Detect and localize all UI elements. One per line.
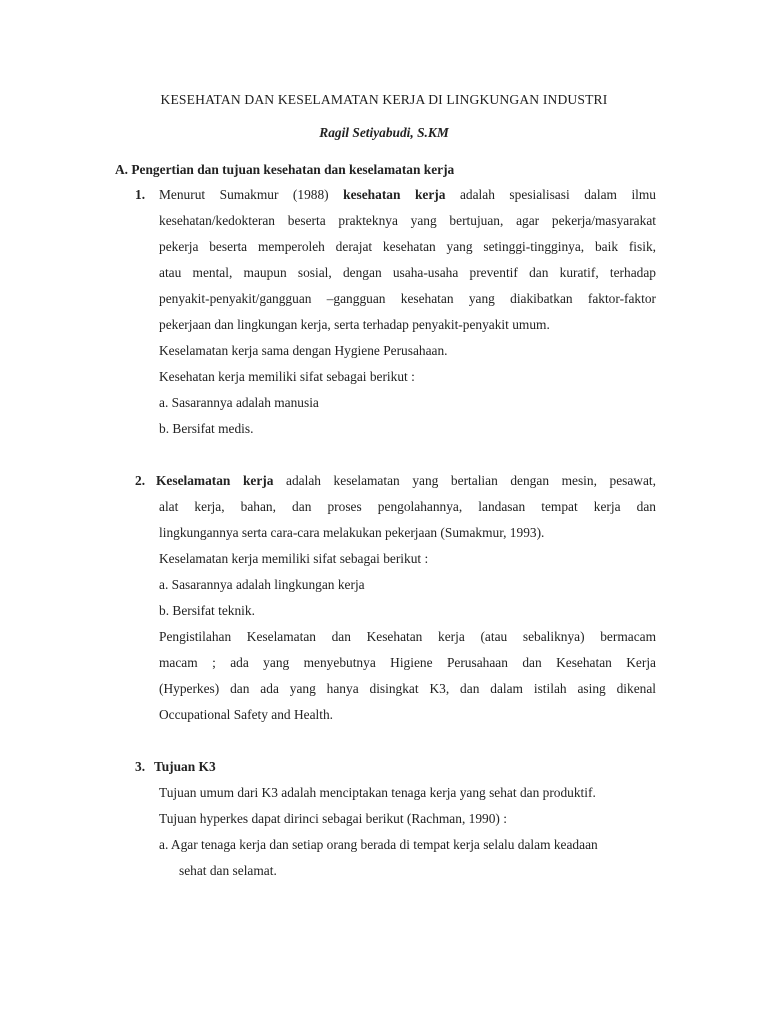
item-1-line-2: kesehatan/kedokteran beserta prakteknya yang bertujuan, agar pekerja/masyarakat xyxy=(159,213,656,228)
item-2-para-line-2: macam ; ada yang menyebutnya Higiene Perusahaan dan Kesehatan Kerja xyxy=(159,655,656,670)
item-3-sub-a-line-2: sehat dan selamat. xyxy=(179,863,277,878)
item-2-line-3: lingkungannya serta cara-cara melakukan pekerjaan (Sumakmur, 1993). xyxy=(159,525,545,540)
item-2-para-line-1: Pengistilahan Keselamatan dan Kesehatan kerja (atau sebaliknya) bermacam xyxy=(159,629,656,644)
document-author: Ragil Setiyabudi, S.KM xyxy=(319,125,449,140)
item-3-line-2: Tujuan hyperkes dapat dirinci sebagai berikut (Rachman, 1990) : xyxy=(159,811,507,826)
item-1-number: 1. xyxy=(135,187,146,202)
item-1-line-3: pekerja beserta memperoleh derajat kesehatan yang setinggi-tingginya, baik fisik, xyxy=(159,239,656,254)
document-title: KESEHATAN DAN KESELAMATAN KERJA DI LINGKUNGAN INDUSTRI xyxy=(160,92,608,107)
item-2-line-1-post: adalah keselamatan yang bertalian dengan mesin, pesawat, xyxy=(273,473,656,488)
item-2-number: 2. xyxy=(135,473,146,488)
item-1-line-1-post: adalah spesialisasi dalam ilmu xyxy=(445,187,656,202)
item-3-line-1: Tujuan umum dari K3 adalah menciptakan tenaga kerja yang sehat dan produktif. xyxy=(159,785,596,800)
item-2-line-4: Keselamatan kerja memiliki sifat sebagai berikut : xyxy=(159,551,429,566)
item-3-heading: Tujuan K3 xyxy=(154,759,216,774)
item-1-sub-a: a. Sasarannya adalah manusia xyxy=(159,395,319,410)
item-3-sub-a-line-1: a. Agar tenaga kerja dan setiap orang berada di tempat kerja selalu dalam keadaan xyxy=(159,837,598,852)
item-3-number: 3. xyxy=(135,759,146,774)
item-2-line-2: alat kerja, bahan, dan proses pengolahannya, landasan tempat kerja dan xyxy=(159,499,656,514)
item-1-line-4: atau mental, maupun sosial, dengan usaha-usaha preventif dan kuratif, terhadap xyxy=(159,265,656,280)
item-1-line-5: penyakit-penyakit/gangguan –gangguan kesehatan yang diakibatkan faktor-faktor xyxy=(159,291,656,306)
item-2-sub-b: b. Bersifat teknik. xyxy=(159,603,255,618)
item-1-line-1-pre: Menurut Sumakmur (1988) xyxy=(159,187,344,202)
item-2-line-1 xyxy=(156,473,656,489)
item-2-para-line-4: Occupational Safety and Health. xyxy=(159,707,334,722)
item-1-line-6: pekerjaan dan lingkungan kerja, serta terhadap penyakit-penyakit umum. xyxy=(159,317,550,332)
item-1-line-1 xyxy=(159,187,656,203)
section-a-heading: A. Pengertian dan tujuan kesehatan dan keselamatan kerja xyxy=(115,162,455,177)
item-1-line-8: Kesehatan kerja memiliki sifat sebagai berikut : xyxy=(159,369,415,384)
item-1-term: kesehatan kerja xyxy=(343,187,446,202)
item-2-term: Keselamatan kerja xyxy=(156,473,274,488)
item-2-sub-a: a. Sasarannya adalah lingkungan kerja xyxy=(159,577,365,592)
item-1-sub-b: b. Bersifat medis. xyxy=(159,421,254,436)
item-2-para-line-3: (Hyperkes) dan ada yang hanya disingkat K3, dan dalam istilah asing dikenal xyxy=(159,681,656,696)
item-1-line-7: Keselamatan kerja sama dengan Hygiene Perusahaan. xyxy=(159,343,448,358)
